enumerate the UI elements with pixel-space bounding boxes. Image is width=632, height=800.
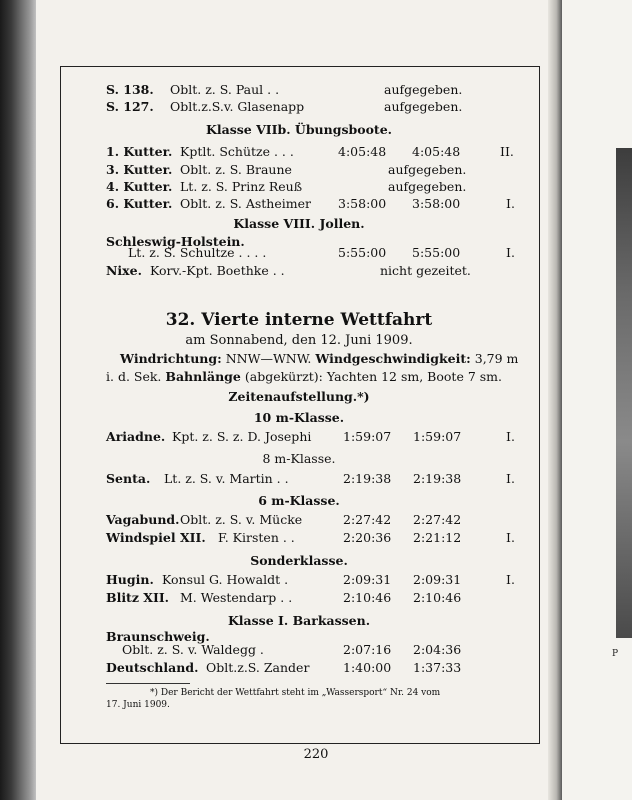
page-number: 220 <box>303 747 329 762</box>
rank: I. <box>506 245 515 260</box>
time-corrected: 2:19:38 <box>413 471 462 486</box>
skipper: M. Westendarp . . <box>180 590 293 605</box>
boat-name: S. 127. <box>106 99 154 114</box>
time-sailed: 1:59:07 <box>343 429 392 444</box>
time-sailed: 1:40:00 <box>343 660 392 675</box>
time-corrected: 2:21:12 <box>413 530 462 545</box>
time: aufgegeben. <box>388 179 467 194</box>
race-title: 32. Vierte interne Wettfahrt <box>165 310 433 330</box>
time-sailed: 2:09:31 <box>343 572 392 587</box>
boat-name: Hugin. <box>106 572 154 587</box>
time: aufgegeben. <box>384 82 463 97</box>
skipper: Oblt. z. S. v. Mücke <box>180 512 303 527</box>
heading-6m: 6 m-Klasse. <box>258 493 340 508</box>
boat-name: Senta. <box>106 471 151 486</box>
boat-name: S. 138. <box>106 82 154 97</box>
skipper: Oblt. z. S. Astheimer <box>180 196 311 211</box>
time-sailed: 2:27:42 <box>343 512 392 527</box>
heading-zeiten: Zeitenaufstellung.*) <box>228 389 370 404</box>
boat-name: Nixe. <box>106 263 142 278</box>
time: aufgegeben. <box>384 99 463 114</box>
boat-name: Deutschland. <box>106 660 199 675</box>
heading-klasse-7: Klasse VIIb. Übungsboote. <box>205 122 393 137</box>
heading-10m: 10 m-Klasse. <box>253 410 345 425</box>
course-text: (abgekürzt): Yachten 12 sm, Boote 7 sm. <box>244 369 502 384</box>
boat-name: 4. Kutter. <box>106 179 173 194</box>
boat-name: 1. Kutter. <box>106 144 173 159</box>
boat-name: Ariadne. <box>106 429 166 444</box>
boat-name-braunschweig: Braunschweig. <box>106 629 210 644</box>
page-gutter-shadow <box>548 0 562 800</box>
wind-speed: 3,79 m <box>474 351 519 366</box>
footnote-rule <box>106 683 190 684</box>
skipper: Oblt. z. S. v. Waldegg . <box>122 642 264 657</box>
skipper: Kptlt. Schütze . . . <box>180 144 294 159</box>
skipper: Konsul G. Howaldt . <box>162 572 289 587</box>
time-sailed: 2:20:36 <box>343 530 392 545</box>
boat-name-schleswig-holstein: Schleswig-Holstein. <box>106 234 245 249</box>
skipper: Lt. z. S. Prinz Reuß <box>180 179 303 194</box>
skipper: Oblt.z.S.v. Glasenapp <box>170 99 305 114</box>
time-sailed: 3:58:00 <box>338 196 387 211</box>
skipper: Kpt. z. S. z. D. Josephi <box>172 429 312 444</box>
time-sailed: 2:07:16 <box>343 642 392 657</box>
time-corrected: 3:58:00 <box>412 196 461 211</box>
time-corrected: 1:37:33 <box>413 660 462 675</box>
wind-label: Windrichtung: <box>120 351 222 366</box>
time-corrected: 1:59:07 <box>413 429 462 444</box>
skipper: F. Kirsten . . <box>218 530 295 545</box>
time-corrected: 2:04:36 <box>413 642 462 657</box>
rank: II. <box>500 144 514 159</box>
boat-name: Blitz XII. <box>106 590 170 605</box>
heading-8m: 8 m-Klasse. <box>262 451 336 466</box>
heading-klasse-8: Klasse VIII. Jollen. <box>233 216 365 231</box>
boat-name: Vagabund. <box>106 512 180 527</box>
skipper: Lt. z. S. v. Martin . . <box>164 471 289 486</box>
wind-direction: NNW—WNW. <box>225 351 312 366</box>
skipper: Oblt. z. S. Braune <box>180 162 292 177</box>
skipper: Oblt. z. S. Paul . . <box>170 82 280 97</box>
wind-speed-label: Windgeschwindigkeit: <box>315 351 471 366</box>
skipper: Lt. z. S. Schultze . . . . <box>128 245 267 260</box>
facing-page-letter: P <box>612 649 619 659</box>
rank: I. <box>506 196 515 211</box>
time-sailed: 2:10:46 <box>343 590 392 605</box>
time: nicht gezeitet. <box>380 263 471 278</box>
heading-sonderklasse: Sonderklasse. <box>250 553 348 568</box>
time-corrected: 4:05:48 <box>412 144 461 159</box>
rank: I. <box>506 429 515 444</box>
book-spine-left <box>0 0 38 800</box>
rank: I. <box>506 572 515 587</box>
wind-line <box>120 353 518 366</box>
course-line <box>106 371 502 384</box>
facing-page-photo <box>616 148 632 638</box>
footnote-line-2: 17. Juni 1909. <box>106 700 170 710</box>
race-date: am Sonnabend, den 12. Juni 1909. <box>185 333 413 348</box>
time-corrected: 2:09:31 <box>413 572 462 587</box>
boat-name: 6. Kutter. <box>106 196 173 211</box>
boat-name: 3. Kutter. <box>106 162 173 177</box>
time-corrected: 2:27:42 <box>413 512 462 527</box>
time-sailed: 4:05:48 <box>338 144 387 159</box>
time-corrected: 2:10:46 <box>413 590 462 605</box>
course-label: Bahnlänge <box>165 369 241 384</box>
footnote-line-1: *) Der Bericht der Wettfahrt steht im „Wassersport“ Nr. 24 vom <box>150 688 441 698</box>
rank: I. <box>506 530 515 545</box>
skipper: Korv.-Kpt. Boethke . . <box>150 263 285 278</box>
boat-name: Windspiel XII. <box>106 530 206 545</box>
unit-text: i. d. Sek. <box>106 369 162 384</box>
time: aufgegeben. <box>388 162 467 177</box>
time-sailed: 5:55:00 <box>338 245 387 260</box>
heading-klasse-1: Klasse I. Barkassen. <box>227 613 371 628</box>
time-corrected: 5:55:00 <box>412 245 461 260</box>
time-sailed: 2:19:38 <box>343 471 392 486</box>
rank: I. <box>506 471 515 486</box>
skipper: Oblt.z.S. Zander <box>206 660 310 675</box>
